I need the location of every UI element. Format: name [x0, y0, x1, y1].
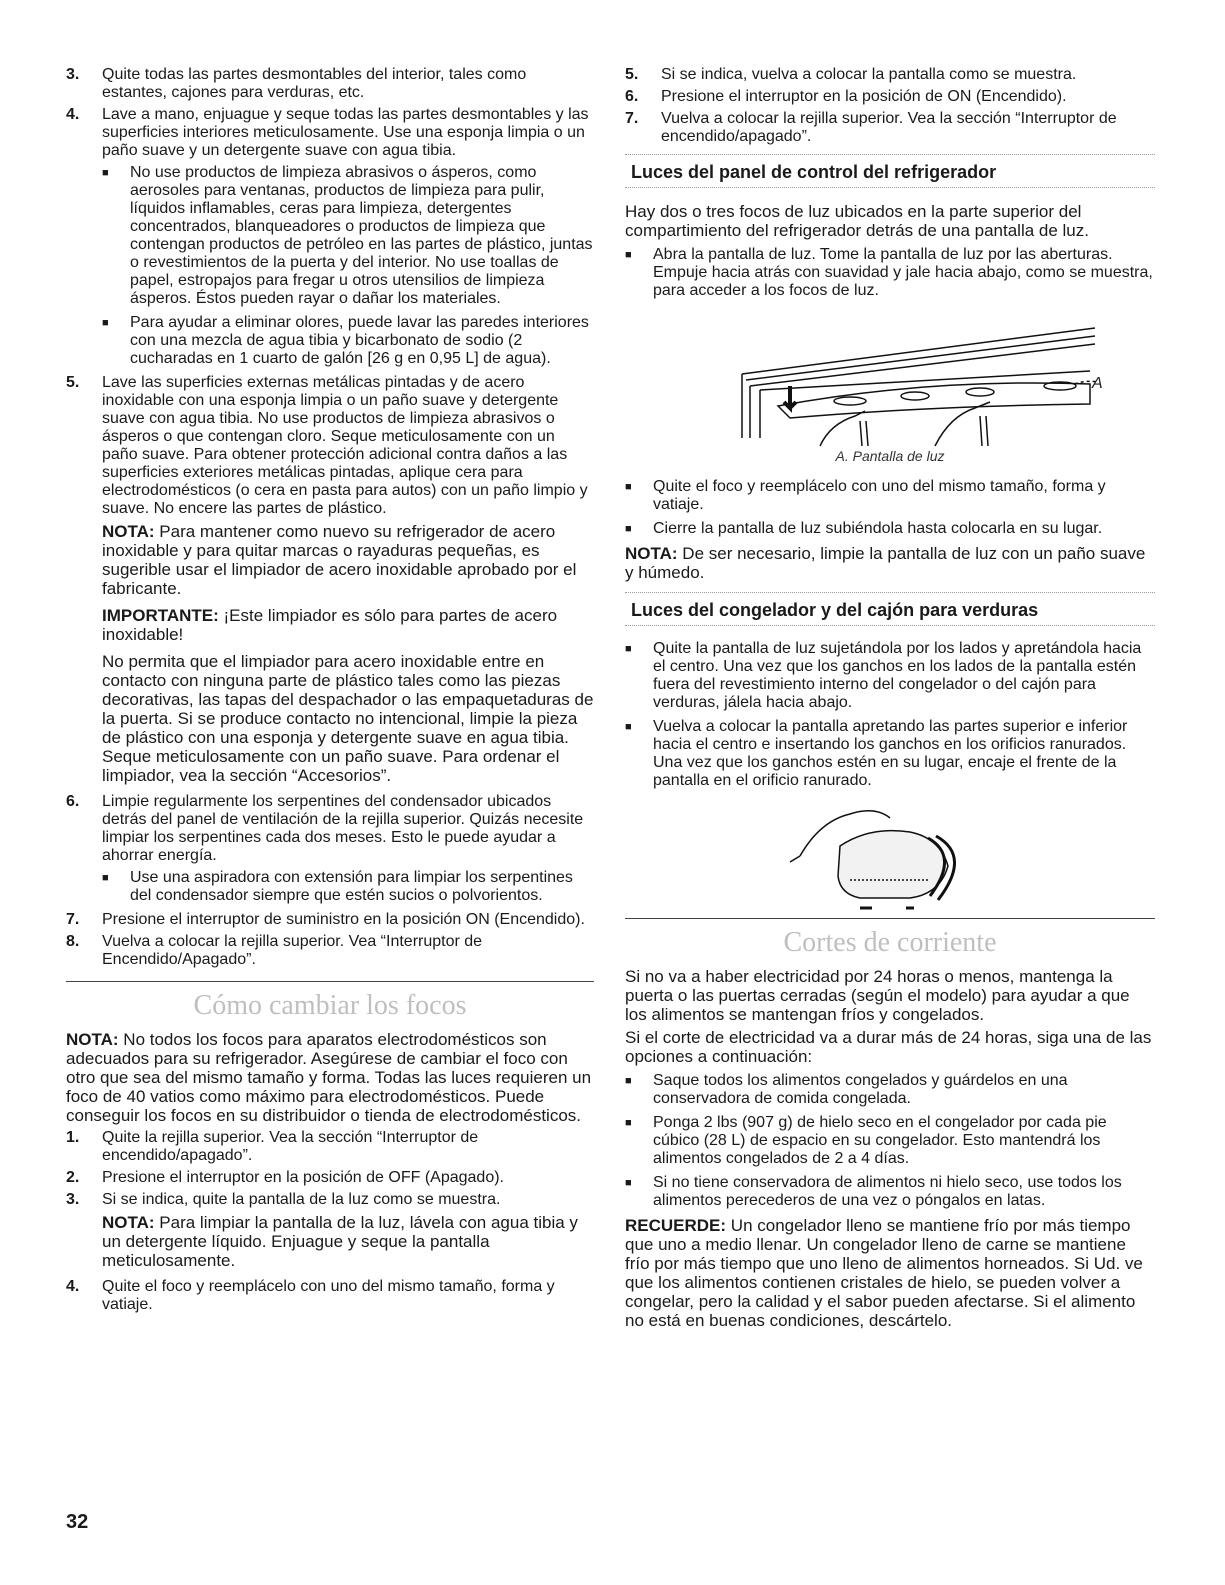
dotted-divider — [625, 187, 1155, 190]
bullet-item — [625, 1072, 1155, 1108]
left-column — [66, 66, 594, 1318]
list-item — [66, 66, 594, 102]
bullet-icon: ■ — [625, 1117, 632, 1129]
item-text: Presione el interruptor de suministro en la posición ON (Encendido). — [102, 911, 585, 928]
list-item — [66, 1169, 594, 1187]
subsection-title: Luces del congelador y del cajón para verduras — [631, 600, 1039, 620]
callout-label: A — [1092, 375, 1103, 392]
note-label: NOTA: — [66, 1030, 119, 1049]
note-paragraph — [625, 544, 1155, 582]
section-title: Cortes de corriente — [783, 927, 997, 958]
item-text: Si se indica, quite la pantalla de la luz como se muestra. — [102, 1191, 501, 1208]
item-number: 1. — [66, 1129, 80, 1146]
note-text: Para limpiar la pantalla de la luz, lávela con agua tibia y un detergente líquido. Enjuague y seque la pantalla meticulosamente. — [102, 1213, 578, 1270]
item-number: 7. — [66, 911, 80, 928]
freezer-light-figure — [625, 796, 1155, 916]
bullet-text: Abra la pantalla de luz. Tome la pantalla de luz por las aberturas. Empuje hacia atrás con suavidad y jale hacia abajo, como se muestra, para acceder a los focos de luz. — [653, 246, 1153, 299]
item-text: Quite la rejilla superior. Vea la sección “Interruptor de encendido/apagado”. — [102, 1129, 479, 1164]
bullet-item — [102, 314, 594, 368]
item-text: Vuelva a colocar la rejilla superior. Vea la sección “Interruptor de encendido/apagado”. — [661, 110, 1117, 145]
bullet-item — [625, 1174, 1155, 1210]
note-paragraph — [102, 1213, 594, 1270]
bullet-text: Vuelva a colocar la pantalla apretando las partes superior e inferior hacia el centro e insertando los ganchos en los orificios ranurados. Una vez que los ganchos estén en su lugar, encaje el frente de la pantalla en el orificio ranurado. — [653, 718, 1128, 789]
note-text: No todos los focos para aparatos electrodomésticos son adecuados para su refrigerador. Asegúrese de cambiar el foco con otro que sea del mismo tamaño y forma. Todas las luces requieren un foco de 40 vatios como máximo para electrodomésticos. Puede conseguir los focos en su distribuidor o tienda de electrodomésticos. — [66, 1030, 592, 1125]
bullet-item — [102, 869, 594, 905]
item-number: 6. — [66, 793, 80, 810]
item-number: 3. — [66, 1191, 80, 1208]
item-number: 8. — [66, 933, 80, 950]
refrigerator-light-illustration — [680, 306, 1103, 446]
list-item — [66, 793, 594, 865]
light-shield-figure — [625, 306, 1155, 446]
list-item — [66, 1129, 594, 1165]
right-column — [625, 66, 1155, 1330]
item-text: Lave las superficies externas metálicas pintadas y de acero inoxidable con una esponja limpia o un paño suave y detergente suave con agua tibia. No use productos de limpieza abrasivos o ásperos o que contengan cloro. Seque meticulosamente con un paño suave. Para obtener protección adicional contra daños a las superficies exteriores metálicas pintadas, aplique cera para electrodomésticos (o cera en pasta para autos) con un paño limpio y suave. No encere las partes de plástico. — [102, 374, 588, 517]
bullet-text: Cierre la pantalla de luz subiéndola hasta colocarla en su lugar. — [653, 520, 1103, 537]
bullet-text: Si no tiene conservadora de alimentos ni hielo seco, use todos los alimentos perecederos de una vez o póngalos en latas. — [653, 1174, 1122, 1209]
item-number: 7. — [625, 110, 639, 127]
bullet-item — [102, 164, 594, 308]
figure-caption: A. Pantalla de luz — [835, 448, 945, 464]
item-text: Quite el foco y reemplácelo con uno del mismo tamaño, forma y vatiaje. — [102, 1278, 555, 1313]
list-item — [66, 374, 594, 518]
note-label: NOTA: — [102, 1213, 155, 1232]
note-label: NOTA: — [625, 544, 678, 563]
bullet-icon: ■ — [625, 643, 632, 655]
important-paragraph — [102, 606, 594, 644]
important-text: ¡Este limpiador es sólo para partes de acero inoxidable! — [102, 606, 558, 644]
item-text: Lave a mano, enjuague y seque todas las partes desmontables y las superficies interiores meticulosamente. Use una esponja limpia o un paño suave y un detergente suave con agua tibia. — [102, 106, 589, 159]
bullet-item — [625, 1114, 1155, 1168]
item-text: Presione el interruptor en la posición de ON (Encendido). — [661, 88, 1067, 105]
bullet-text: Para ayudar a eliminar olores, puede lavar las paredes interiores con una mezcla de agua tibia y bicarbonato de sodio (2 cucharadas en 1 cuarto de galón [26 g en 0,95 L] de agua). — [130, 314, 589, 367]
list-item — [66, 106, 594, 160]
section-divider — [66, 981, 594, 982]
bullet-item — [625, 640, 1155, 712]
bullet-text: Ponga 2 lbs (907 g) de hielo seco en el congelador por cada pie cúbico (28 L) de espacio en su congelador. Esto mantendrá los alimentos congelados de 2 a 4 días. — [653, 1114, 1107, 1167]
important-label: IMPORTANTE: — [102, 606, 219, 625]
bullet-text: Quite la pantalla de luz sujetándola por los lados y apretándola hacia el centro. Una vez que los ganchos en los lados de la pantalla estén fuera del revestimiento interno del congelador o del cajón para verduras, jálela hacia abajo. — [653, 640, 1142, 711]
bullet-icon: ■ — [625, 523, 632, 535]
item-text: Vuelva a colocar la rejilla superior. Vea “Interruptor de Encendido/Apagado”. — [102, 933, 483, 968]
item-text: Si se indica, vuelva a colocar la pantalla como se muestra. — [661, 66, 1077, 83]
list-item — [625, 110, 1155, 146]
note-label: NOTA: — [102, 522, 155, 541]
bullet-text: Quite el foco y reemplácelo con uno del mismo tamaño, forma y vatiaje. — [653, 478, 1106, 513]
section-divider — [625, 918, 1155, 919]
paragraph: Si no va a haber electricidad por 24 horas o menos, mantenga la puerta o las puertas cerradas (según el modelo) para ayudar a que los alimentos se mantengan fríos y congelados. — [625, 967, 1130, 1024]
item-number: 4. — [66, 1278, 80, 1295]
bullet-text: Saque todos los alimentos congelados y guárdelos en una conservadora de comida congelada. — [653, 1072, 1068, 1107]
note-paragraph — [102, 522, 594, 598]
dotted-divider — [625, 625, 1155, 628]
item-text: Limpie regularmente los serpentines del condensador ubicados detrás del panel de ventilación de la rejilla superior. Quizás necesite limpiar los serpentines cada dos meses. Esto le puede ayudar a ahorrar energía. — [102, 793, 584, 864]
bullet-icon: ■ — [625, 249, 632, 261]
bullet-item — [625, 246, 1155, 300]
list-item — [66, 911, 594, 929]
bullet-item — [625, 520, 1155, 538]
item-number: 5. — [625, 66, 639, 83]
note-text: Para mantener como nuevo su refrigerador de acero inoxidable y para quitar marcas o rayaduras pequeñas, es sugerible usar el limpiador de acero inoxidable aprobado por el fabricante. — [102, 522, 577, 598]
dotted-divider — [625, 592, 1155, 595]
item-number: 6. — [625, 88, 639, 105]
bullet-icon: ■ — [102, 872, 109, 884]
page-number: 32 — [66, 1511, 89, 1533]
bullet-text: No use productos de limpieza abrasivos o ásperos, como aerosoles para ventanas, productos de limpieza para pulir, líquidos inflamables, ceras para limpieza, detergentes concentrados, blanqueadores o productos de limpieza que contengan productos de petróleo en las partes de plástico, juntas o revestimientos de la puerta y del interior. No use toallas de papel, estropajos para fregar u otros utensilios de limpieza ásperos. Éstos pueden rayar o dañar los materiales. — [130, 164, 593, 307]
bullet-icon: ■ — [625, 1177, 632, 1189]
section-title: Cómo cambiar los focos — [193, 990, 467, 1021]
list-item — [66, 1191, 594, 1209]
list-item — [66, 933, 594, 969]
reminder-text: Un congelador lleno se mantiene frío por más tiempo que uno a medio llenar. Un congelador lleno de carne se mantiene frío por más tiempo que uno lleno de alimentos horneados. Si Ud. ve que los alimentos contienen cristales de hielo, se pueden volver a congelar, pero la calidad y el sabor pueden afectarse. Si el alimento no está en buenas condiciones, descártelo. — [625, 1216, 1143, 1330]
item-number: 2. — [66, 1169, 80, 1186]
freezer-light-illustration — [780, 796, 1000, 916]
item-text: Quite todas las partes desmontables del interior, tales como estantes, cajones para verduras, etc. — [102, 66, 527, 101]
bullet-icon: ■ — [625, 481, 632, 493]
note-text: De ser necesario, limpie la pantalla de luz con un paño suave y húmedo. — [625, 544, 1146, 582]
item-text: Presione el interruptor en la posición de OFF (Apagado). — [102, 1169, 504, 1186]
note-paragraph — [66, 1030, 594, 1125]
list-item — [625, 88, 1155, 106]
bullet-icon: ■ — [625, 721, 632, 733]
paragraph: Hay dos o tres focos de luz ubicados en la parte superior del compartimiento del refrigerador detrás de una pantalla de luz. — [625, 202, 1089, 240]
list-item — [625, 66, 1155, 84]
bullet-text: Use una aspiradora con extensión para limpiar los serpentines del condensador siempre que estén sucios o polvorientos. — [130, 869, 573, 904]
paragraph: Si el corte de electricidad va a durar más de 24 horas, siga una de las opciones a continuación: — [625, 1028, 1152, 1066]
bullet-icon: ■ — [102, 167, 109, 179]
item-number: 4. — [66, 106, 80, 123]
bullet-icon: ■ — [102, 317, 109, 329]
dotted-divider — [625, 154, 1155, 157]
item-number: 3. — [66, 66, 80, 83]
bullet-item — [625, 478, 1155, 514]
list-item — [66, 1278, 594, 1314]
bullet-item — [625, 718, 1155, 790]
subsection-title: Luces del panel de control del refrigerador — [631, 162, 997, 182]
paragraph: No permita que el limpiador para acero inoxidable entre en contacto con ninguna parte de plástico tales como las piezas decorativas, las tapas del despachador o las empaquetaduras de la puerta. Si se produce contacto no intencional, limpie la pieza de plástico con una esponja y detergente suave en agua tibia. Seque meticulosamente con un paño suave. Para ordenar el limpiador, vea la sección “Accesorios”. — [102, 652, 594, 785]
bullet-icon: ■ — [625, 1075, 632, 1087]
reminder-label: RECUERDE: — [625, 1216, 727, 1235]
item-number: 5. — [66, 374, 80, 391]
reminder-paragraph — [625, 1216, 1155, 1330]
